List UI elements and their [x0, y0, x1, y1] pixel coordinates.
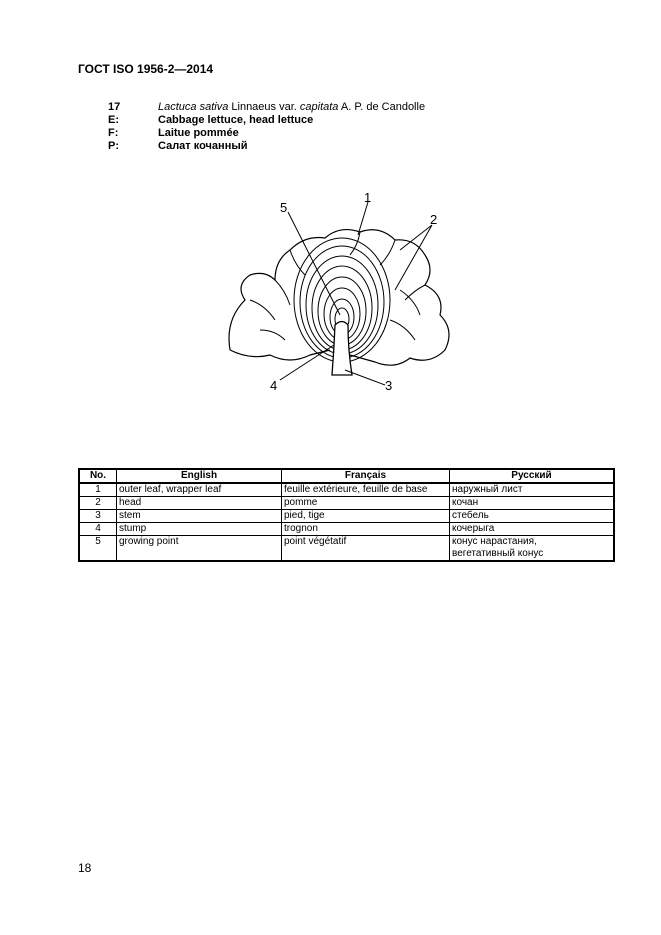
cell-no: 1 [79, 483, 117, 497]
figure-label-1: 1 [364, 190, 372, 205]
cell-no: 5 [79, 536, 117, 562]
cell-no: 3 [79, 510, 117, 523]
cell-english: outer leaf, wrapper leaf [117, 483, 282, 497]
figure-label-3: 3 [385, 378, 393, 393]
cell-russian-line2: вегетативный конус [452, 548, 544, 559]
cell-russian-line1: конус нарастания, [452, 536, 537, 547]
cell-french: trognon [282, 523, 450, 536]
cell-english: head [117, 497, 282, 510]
french-name: Laitue pommée [158, 127, 239, 139]
cell-french: pied, tige [282, 510, 450, 523]
table-row [79, 536, 614, 562]
entry-french-row [108, 127, 425, 140]
table-row [79, 510, 614, 523]
cell-french: point végétatif [282, 536, 450, 562]
russian-name: Салат кочанный [158, 140, 248, 152]
entry-english-row [108, 114, 425, 127]
lang-key-e: E: [108, 114, 119, 126]
table-row [79, 497, 614, 510]
cell-russian: стебель [450, 510, 615, 523]
header-french: Français [282, 469, 450, 483]
lettuce-drawing [220, 190, 460, 405]
cell-russian: кочерыга [450, 523, 615, 536]
figure-label-2: 2 [430, 212, 438, 227]
cell-russian [450, 536, 615, 562]
cell-french: pomme [282, 497, 450, 510]
figure-label-5: 5 [280, 200, 288, 215]
lang-key-p: P: [108, 140, 119, 152]
cell-english: stem [117, 510, 282, 523]
cell-russian: наружный лист [450, 483, 615, 497]
lang-key-f: F: [108, 127, 119, 139]
plant-entry [108, 101, 425, 153]
cell-no: 4 [79, 523, 117, 536]
cell-english: growing point [117, 536, 282, 562]
cell-english: stump [117, 523, 282, 536]
entry-latin-row [108, 101, 425, 114]
terms-table [78, 468, 615, 562]
document-header: ГОСТ ISO 1956-2—2014 [78, 62, 214, 76]
lettuce-illustration [220, 190, 460, 405]
latin-name: Lactuca sativa Linnaeus var. capitata A. P. de Candolle [158, 101, 426, 113]
cell-french: feuille extérieure, feuille de base [282, 483, 450, 497]
entry-number: 17 [108, 101, 121, 113]
header-russian: Русский [450, 469, 615, 483]
figure-label-4: 4 [270, 378, 278, 393]
cell-no: 2 [79, 497, 117, 510]
header-no: No. [79, 469, 117, 483]
header-english: English [117, 469, 282, 483]
table-row [79, 523, 614, 536]
table-header-row [79, 469, 614, 483]
english-name: Cabbage lettuce, head lettuce [158, 114, 314, 126]
cell-russian: кочан [450, 497, 615, 510]
page-number: 18 [78, 861, 92, 875]
table-row [79, 483, 614, 497]
entry-russian-row [108, 140, 425, 153]
